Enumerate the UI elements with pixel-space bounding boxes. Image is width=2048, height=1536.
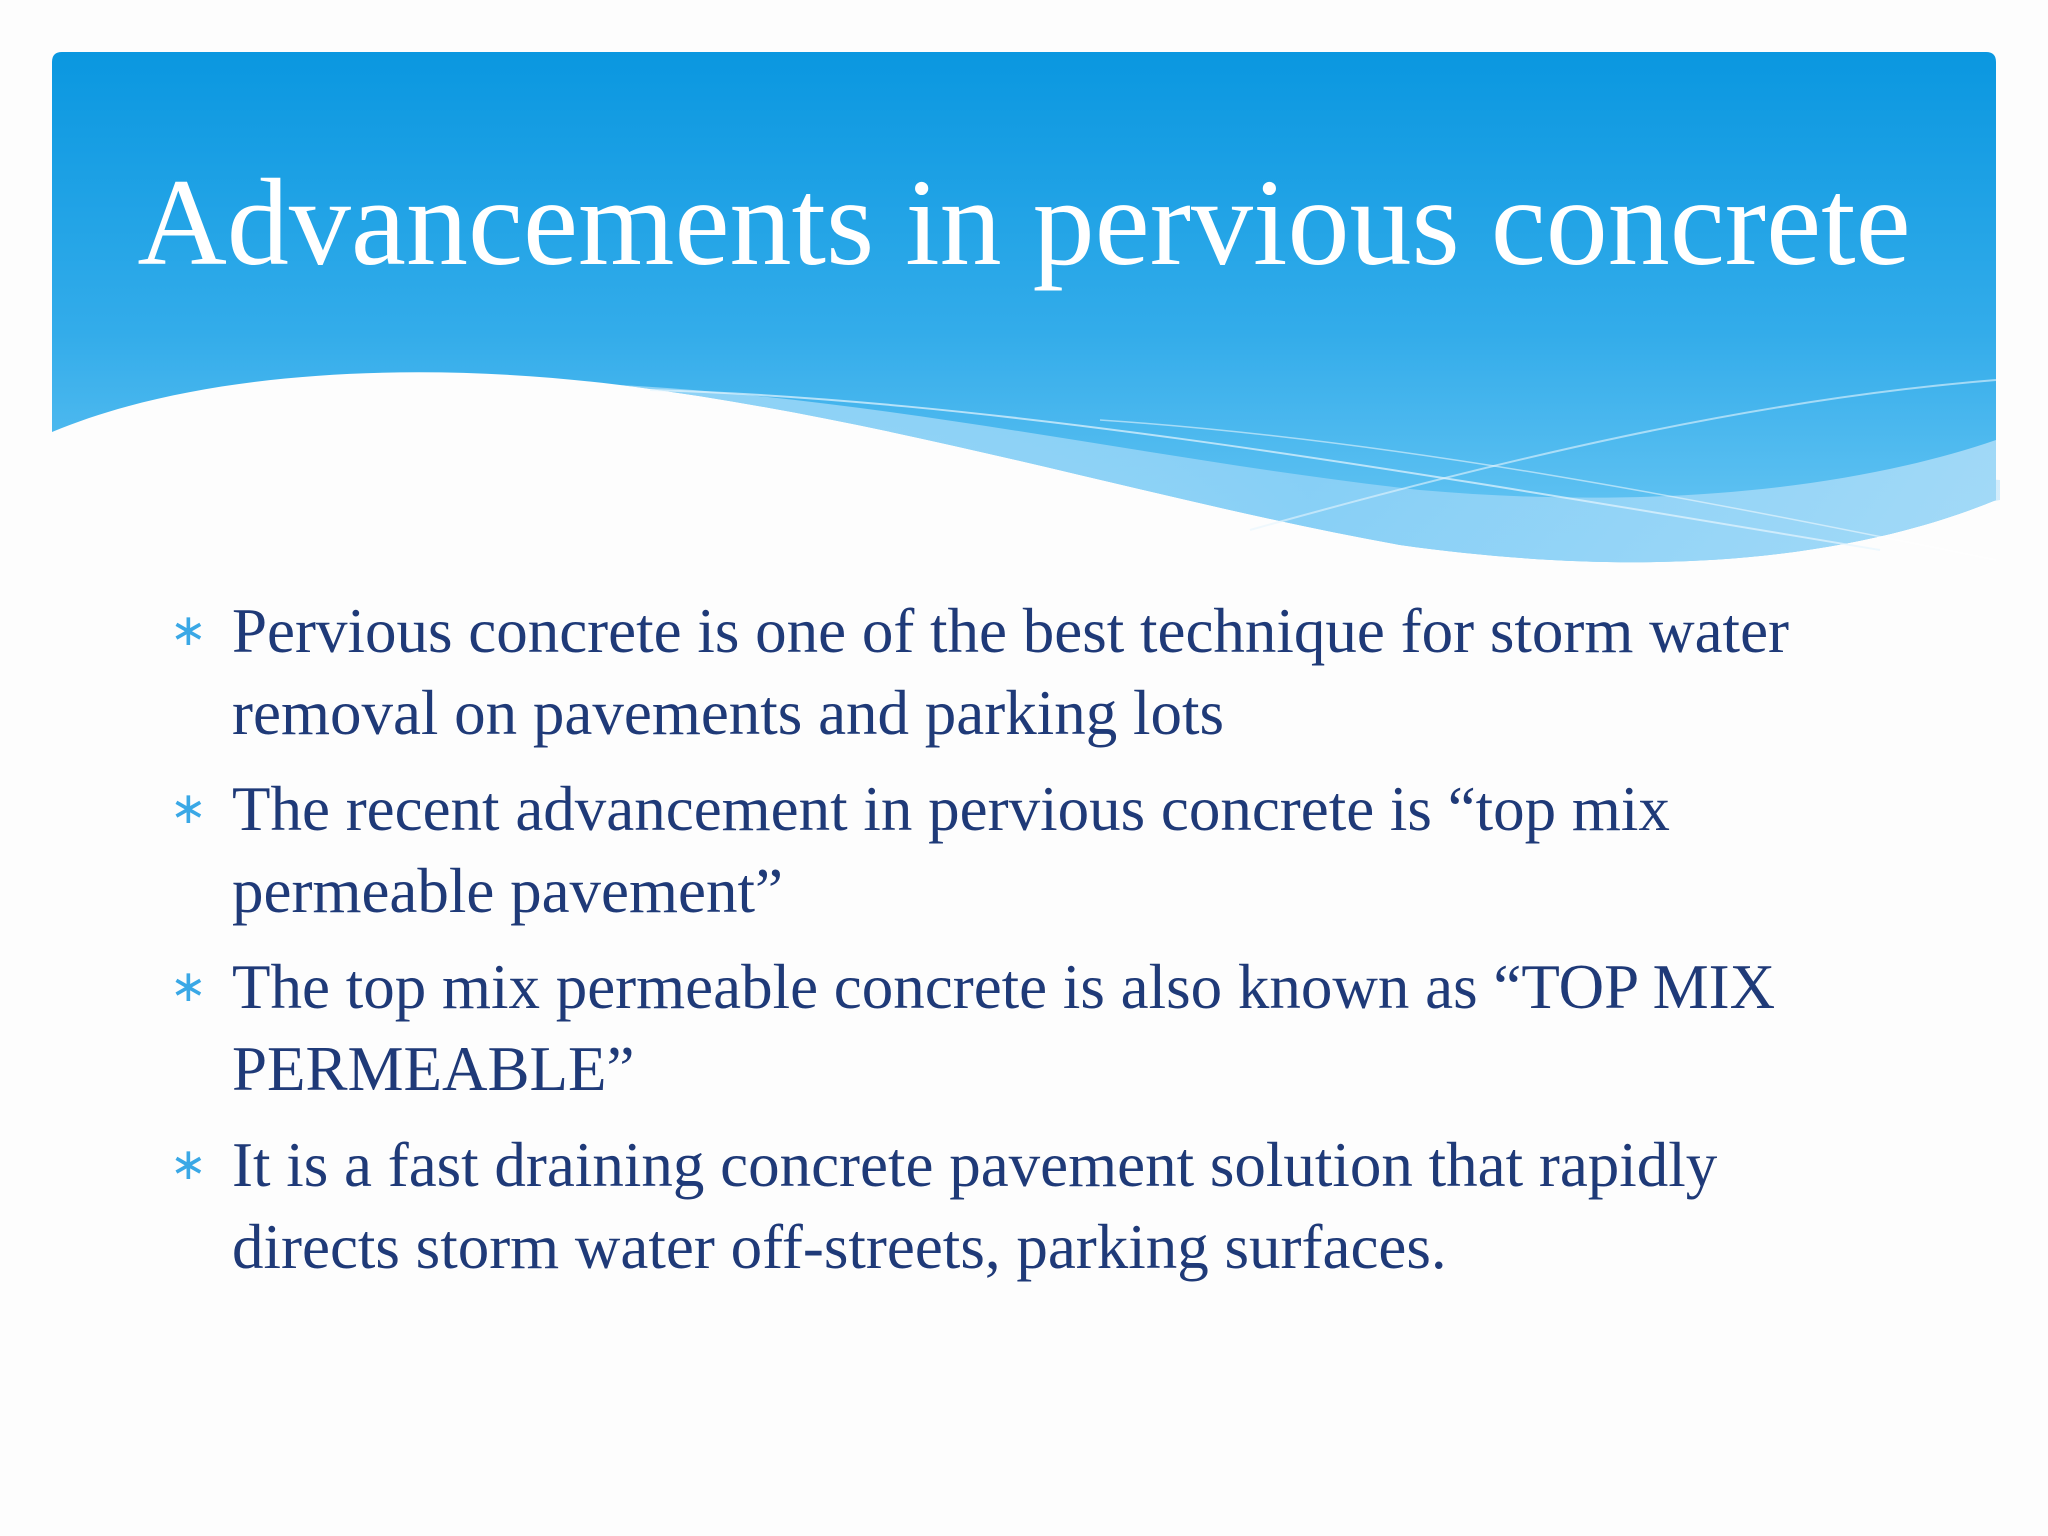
bullet-text: The top mix permeable concrete is also known as “TOP MIX PERMEABLE” — [232, 952, 1776, 1104]
list-item — [170, 1124, 1890, 1288]
bullet-text: Pervious concrete is one of the best technique for storm water removal on pavements and parking lots — [232, 596, 1790, 748]
asterisk-bullet-icon: ∗ — [170, 1139, 207, 1190]
list-item — [170, 946, 1890, 1110]
slide-title: Advancements in pervious concrete — [137, 154, 1911, 291]
bullet-text: The recent advancement in pervious concrete is “top mix permeable pavement” — [232, 774, 1670, 926]
asterisk-bullet-icon: ∗ — [170, 783, 207, 834]
list-item — [170, 768, 1890, 932]
asterisk-bullet-icon: ∗ — [170, 961, 207, 1012]
header-wave-banner — [0, 0, 2048, 600]
asterisk-bullet-icon: ∗ — [170, 605, 207, 656]
bullet-list — [170, 590, 1890, 1302]
bullet-text: It is a fast draining concrete pavement solution that rapidly directs storm water off-streets, parking surfaces. — [232, 1130, 1718, 1282]
list-item — [170, 590, 1890, 754]
